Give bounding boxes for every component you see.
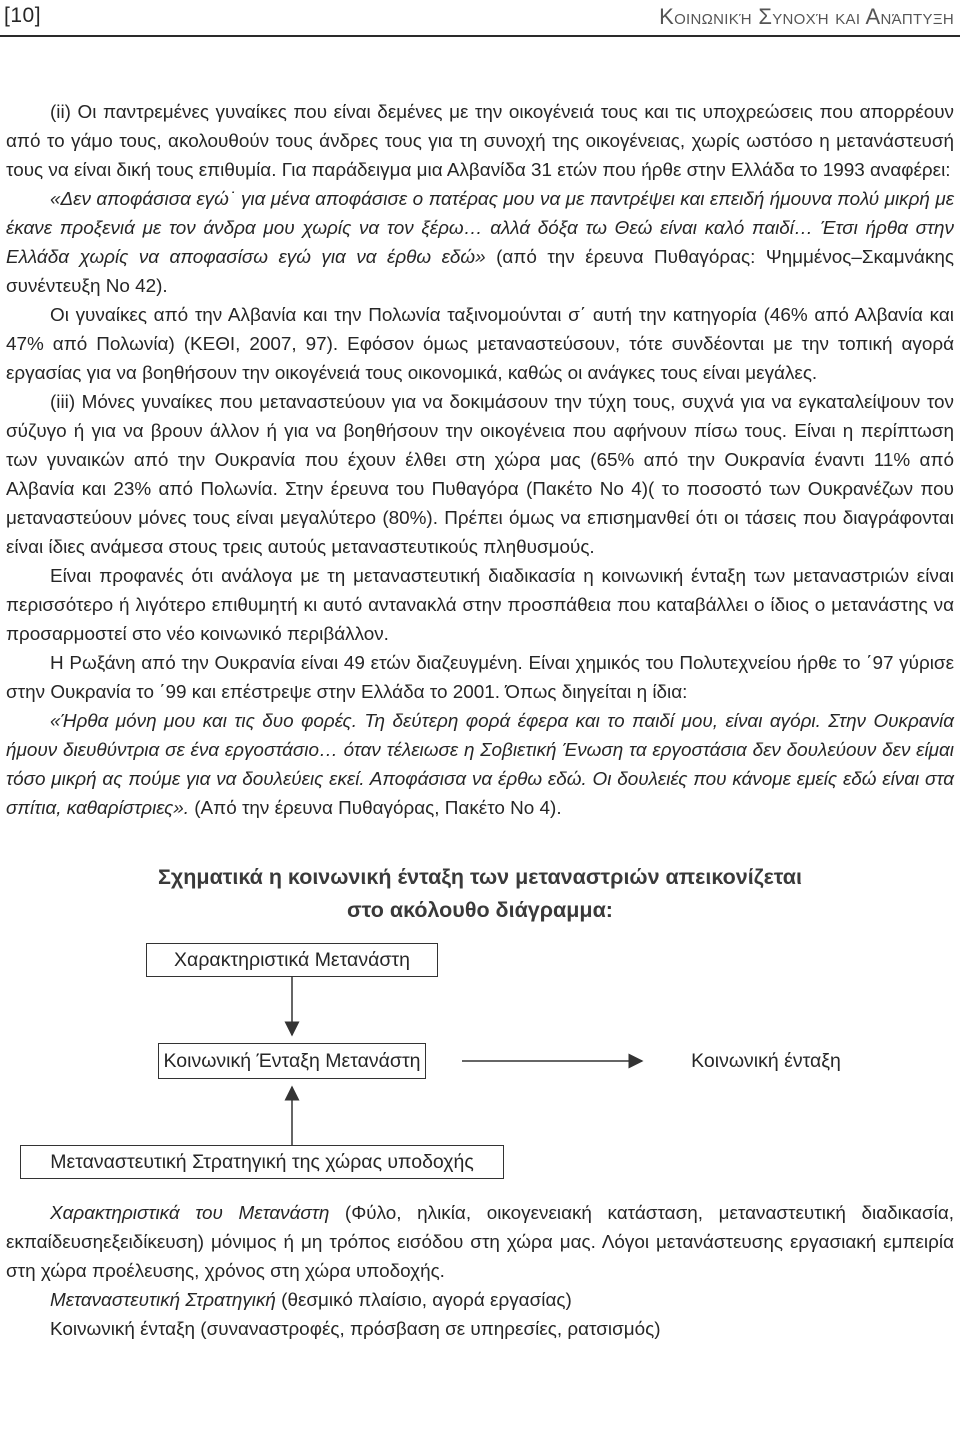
paragraph-ii: (ii) Οι παντρεμένες γυναίκες που είναι δεμένες με την οικογένειά τους και τις υποχρεώσεις που απορρέουν από το γάμο τους, ακολουθούν τους άνδρες τους για τη συνοχή της οικογένειας, χωρίς ωστόσο η μετανάστευσή τους να είναι δική τους επιθυμία. Για παράδειγμα μια Αλβανίδα 31 ετών που ήρθε στην Ελλάδα το 1993 αναφέρει: <box>6 102 954 181</box>
header-rule <box>0 35 960 37</box>
paragraph-iii: (iii) Μόνες γυναίκες που μεταναστεύουν για να δοκιμάσουν την τύχη τους, συχνά για να εγκαταλείψουν τον σύζυγο ή για να βρουν άλλον ή για να βοηθήσουν την οικογένεια που αφήνουν πίσω τους. Είναι η περίπτωση των γυναικών από την Ουκρανία που έχουν έλθει στη χώρα μας (65% από την Ουκρανία έναντι 11% από Αλβανία και 23% από Πολωνία. Στην έρευνα του Πυθαγόρα (Πακέτο Νο 4)( το ποσοστό των Ουκρανέζων που μεταναστεύουν μόνες τους είναι μεγαλύτερο (80%). Πρέπει όμως να επισημανθεί ότι οι τάσεις που διαγράφονται είναι ίδιες ανάμεσα στους τρεις αυτούς μεταναστευτικούς πληθυσμούς. <box>6 392 954 558</box>
box-migrant-integration: Κοινωνική Ένταξη Μετανάστη <box>158 1043 426 1079</box>
running-title: Κοινωνική Συνοχή και Ανάπτυξη <box>659 4 954 29</box>
legend-term-strategy: Μεταναστευτική Στρατηγική <box>50 1290 276 1311</box>
quote-source-1: (από την έρευνα Πυθαγόρας: Ψημμένος–Σκαμνάκης συνέντευξη Νο 42). <box>6 247 954 297</box>
integration-diagram <box>6 935 954 1185</box>
page-number: [10] <box>4 4 42 27</box>
interview-quote-1: «Δεν αποφάσισα εγώ˙ για μένα αποφάσισε ο πατέρας μου να με παντρέψει και επειδή ήμουνα πολύ μικρή με έκανε προξενιά με τον άνδρα μου χωρίς να τον ξέρω… αλλά δόξα τω Θεώ είναι καλό παιδί… Έτσι ήρθα στην Ελλάδα χωρίς να αποφασίσω εγώ για να έρθω εδώ» <box>6 189 954 268</box>
box-migrant-characteristics: Χαρακτηριστικά Μετανάστη <box>146 943 438 977</box>
document-body <box>6 98 954 1344</box>
legend-integration: Κοινωνική ένταξη (συναναστροφές, πρόσβαση σε υπηρεσίες, ρατσισμός) <box>50 1319 661 1340</box>
diagram-title-line-1: Σχηματικά η κοινωνική ένταξη των μεταναστριών απεικονίζεται <box>158 865 802 889</box>
legend-characteristics <box>6 1199 954 1286</box>
legend-term-characteristics: Χαρακτηριστικά του Μετανάστη <box>50 1203 330 1224</box>
diagram-title-line-2: στο ακόλουθο διάγραμμα: <box>347 898 613 922</box>
quote-source-2: (Από την έρευνα Πυθαγόρας, Πακέτο Νο 4). <box>189 798 562 819</box>
legend-strategy <box>6 1286 954 1315</box>
box-host-country-strategy: Μεταναστευτική Στρατηγική της χώρας υποδοχής <box>20 1145 504 1179</box>
legend-text-characteristics: (Φύλο, ηλικία, οικογενειακή κατάσταση, μεταναστευτική διαδικασία, εκπαίδευσηεξειδίκευση) μόνιμος ή μη τρόπος εισόδου στη χώρα μας. Λόγοι μετανάστευσης εργασιακή εμπειρία στη χώρα προέλευσης, χρόνος στη χώρα υποδοχής. <box>6 1203 954 1282</box>
paragraph-roxani: Η Ρωξάνη από την Ουκρανία είναι 49 ετών διαζευγμένη. Είναι χημικός του Πολυτεχνείου ήρθε το ΄97 γύρισε στην Ουκρανία το ΄99 και επέστρεψε στην Ελλάδα το 2001. Όπως διηγείται η ίδια: <box>6 653 954 703</box>
quote-paragraph-1 <box>6 185 954 301</box>
interview-quote-2: «Ήρθα μόνη μου και τις δυο φορές. Τη δεύτερη φορά έφερα και το παιδί μου, είναι αγόρι. Στην Ουκρανία ήμουν διευθύντρια σε ένα εργοστάσιο… όταν τέλειωσε η Σοβιετική Ένωση τα εργοστάσια δεν δουλεύουν δεν είμαι τόσο μικρή ας πούμε για να δουλεύεις εκεί. Αποφάσισα να έρθω εδώ. Οι δουλειές που κάνομε εμείς εδώ είναι στα σπίτια, καθαρίστριες». <box>6 711 954 819</box>
legend-text-strategy: (θεσμικό πλαίσιο, αγορά εργασίας) <box>275 1290 572 1311</box>
result-social-integration: Κοινωνική ένταξη <box>691 1049 841 1072</box>
quote-paragraph-2 <box>6 707 954 823</box>
paragraph-women-categories: Οι γυναίκες από την Αλβανία και την Πολωνία ταξινομούνται σ΄ αυτή την κατηγορία (46% από Αλβανία και 47% από Πολωνία) (ΚΕΘΙ, 2007, 97). Εφόσον όμως μεταναστεύσουν, τότε συνδέονται με την τοπική αγορά εργασίας για να βοηθήσουν την οικογένειά τους οικονομικά, καθώς οι ανάγκες τους είναι μεγάλες. <box>6 305 954 384</box>
paragraph-integration: Είναι προφανές ότι ανάλογα με τη μεταναστευτική διαδικασία η κοινωνική ένταξη των μεταναστριών είναι περισσότερο ή λιγότερο επιθυμητή κι αυτό αντανακλά στην προσπάθεια που καταβάλλει ο ίδιος ο μετανάστης να προσαρμοστεί στο νέο κοινωνικό περιβάλλον. <box>6 566 954 645</box>
diagram-title <box>6 861 954 927</box>
diagram-legend <box>6 1199 954 1344</box>
